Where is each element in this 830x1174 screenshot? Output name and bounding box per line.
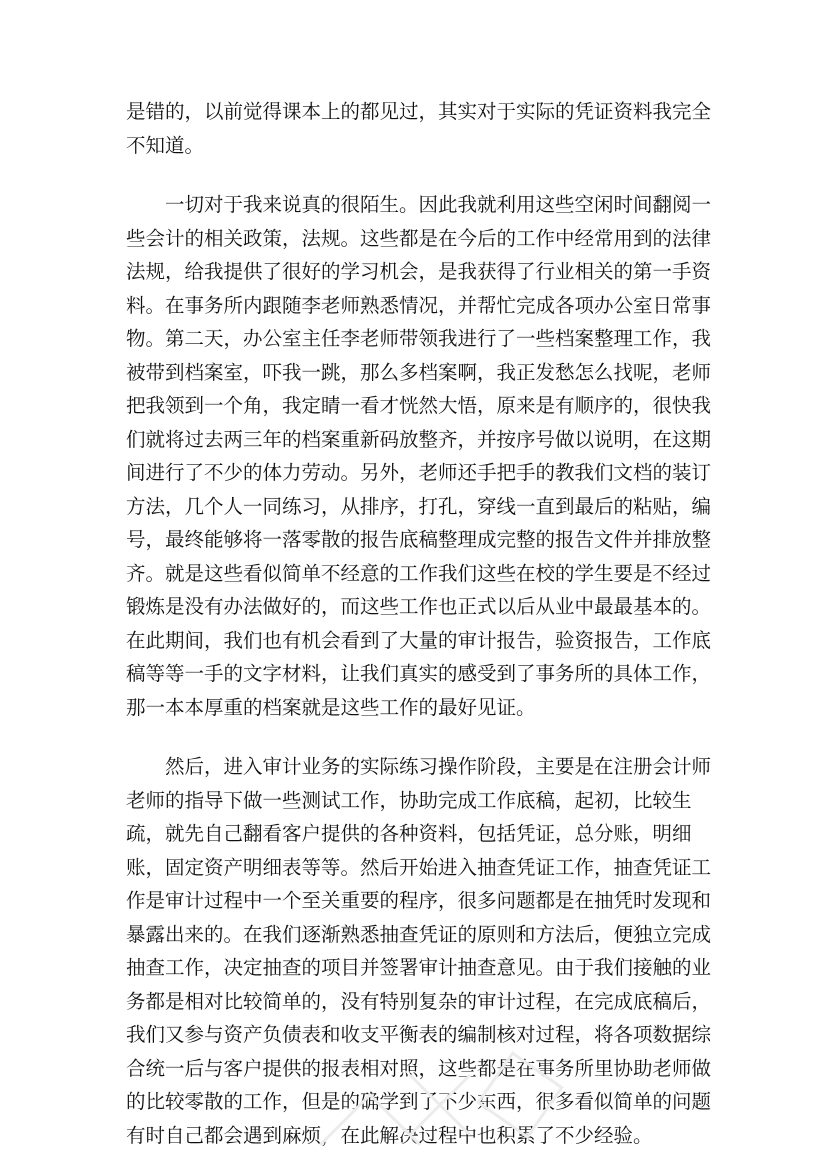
document-body	[126, 95, 716, 1174]
paragraph-1: 是错的，以前觉得课本上的都见过，其实对于实际的凭证资料我完全不知道。	[126, 100, 712, 157]
paragraph-2: 一切对于我来说真的很陌生。因此我就利用这些空闲时间翻阅一些会计的相关政策，法规。这些都是在今后的工作中经常用到的法律法规，给我提供了很好的学习机会，是我获得了行业相关的第一手资料。在事务所内跟随李老师熟悉情况，并帮忙完成各项办公室日常事物。第二天，办公室主任李老师带领我进行了一些档案整理工作，我被带到档案室，吓我一跳，那么多档案啊，我正发愁怎么找呢，老师把我领到一个角，我定睛一看才恍然大悟，原来是有顺序的，很快我们就将过去两三年的档案重新码放整齐，并按序号做以说明，在这期间进行了不少的体力劳动。另外，老师还手把手的教我们文档的装订方法，几个人一同练习，从排序，打孔，穿线一直到最后的粘贴，编号，最终能够将一落零散的报告底稿整理成完整的报告文件并排放整齐。就是这些看似简单不经意的工作我们这些在校的学生要是不经过锻炼是没有办法做好的，而这些工作也正式以后从业中最最基本的。在此期间，我们也有机会看到了大量的审计报告，验资报告，工作底稿等等一手的文字材料，让我们真实的感受到了事务所的具体工作，那一本本厚重的档案就是这些工作的最好见证。	[126, 193, 712, 719]
paragraph-3: 然后，进入审计业务的实际练习操作阶段，主要是在注册会计师老师的指导下做一些测试工作，协助完成工作底稿，起初，比较生疏，就先自己翻看客户提供的各种资料，包括凭证，总分账，明细账，固定资产明细表等等。然后开始进入抽查凭证工作，抽查凭证工作是审计过程中一个至关重要的程序，很多问题都是在抽凭时发现和暴露出来的。在我们逐渐熟悉抽查凭证的原则和方法后，便独立完成抽查工作，决定抽查的项目并签署审计抽查意见。由于我们接触的业务都是相对比较简单的，没有特别复杂的审计过程，在完成底稿后，我们又参与资产负债表和收支平衡表的编制核对过程，将各项数据综合统一后与客户提供的报表相对照，这些都是在事务所里协助老师做的比较零散的工作，但是的确学到了不少东西，很多看似简单的问题有时自己都会遇到麻烦，在此解决过程中也积累了不少经验。	[126, 755, 712, 1147]
